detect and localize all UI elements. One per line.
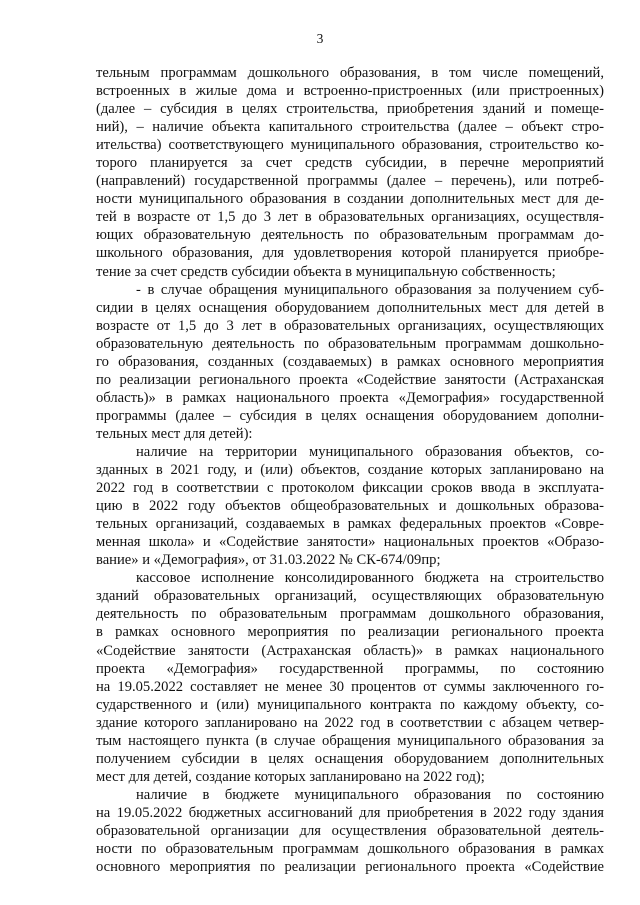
text-line: проекта «Демография» государственной программы, по состоянию bbox=[96, 660, 604, 677]
text-line: образовательной организации для осуществления образовательной деятель- bbox=[96, 822, 604, 839]
text-line: наличие в бюджете муниципального образования по состоянию bbox=[136, 786, 604, 803]
text-line: по реализации регионального проекта «Содействие занятости (Астраханская bbox=[96, 371, 604, 388]
text-line: цию в 2022 году объектов общеобразовательных и дошкольных образова- bbox=[96, 498, 604, 515]
text-line: наличие на территории муниципального образования объектов, со- bbox=[136, 443, 604, 460]
text-line: в рамках основного мероприятия по реализации регионального проекта bbox=[96, 624, 604, 641]
text-line: основного мероприятия по реализации регионального проекта «Содействие bbox=[96, 859, 604, 876]
text-line: получением субсидии в целях оснащения оборудованием дополнительных bbox=[96, 750, 604, 767]
text-line: менная школа» и «Содействие занятости» национальных проектов «Образо- bbox=[96, 534, 604, 551]
text-line: зданных в 2021 году, и (или) объектов, создание которых запланировано на bbox=[96, 462, 604, 479]
text-line: ительства) соответствующего муниципального образования, строительство ко- bbox=[96, 137, 604, 154]
text-line: (направлений) государственной программы (далее – перечень), или потреб- bbox=[96, 173, 604, 190]
text-line: мест для детей, создание которых запланировано на 2022 год); bbox=[96, 768, 485, 785]
text-line: тение за счет средств субсидии объекта в муниципальную собственность; bbox=[96, 263, 556, 280]
text-line: «Содействие занятости (Астраханская область)» в рамках национального bbox=[96, 642, 604, 659]
text-line: тым настоящего пункта (в случае обращения муниципального образования за bbox=[96, 732, 604, 749]
text-line: встроенных в жилые дома и встроенно-пристроенных (или пристроенных) bbox=[96, 83, 604, 100]
text-line: тельным программам дошкольного образования, в том числе помещений, bbox=[96, 65, 604, 81]
text-line: 2022 год в соответствии с протоколом фиксации сроков ввода в эксплуата- bbox=[96, 480, 604, 497]
text-line: область)» в рамках национального проекта «Демография» государственной bbox=[96, 389, 604, 406]
text-line: школьного образования, для удовлетворения которой планируется приобре- bbox=[96, 245, 604, 262]
text-line: вание» и «Демография», от 31.03.2022 № СК-674/09пр; bbox=[96, 552, 441, 569]
page-number: 3 bbox=[316, 31, 324, 46]
text-line: кассовое исполнение консолидированного бюджета на строительство bbox=[136, 570, 604, 587]
text-line: (далее – субсидия в целях строительства, приобретения зданий и помеще- bbox=[96, 101, 604, 118]
text-line: на 19.05.2022 бюджетных ассигнований для приобретения в 2022 году здания bbox=[96, 804, 604, 821]
text-line: го образования, созданных (создаваемых) в рамках основного мероприятия bbox=[96, 353, 604, 370]
text-line: программы (далее – субсидия в целях оснащения оборудованием дополни- bbox=[96, 407, 604, 424]
text-line: зданий образовательных организаций, осуществляющих образовательную bbox=[96, 588, 604, 605]
text-line: - в случае обращения муниципального образования за получением суб- bbox=[136, 281, 604, 298]
text-line: деятельность по образовательным программам дошкольного образования, bbox=[96, 606, 604, 623]
text-line: тельных мест для детей): bbox=[96, 425, 253, 442]
text-line: возрасте от 1,5 до 3 лет в образовательных организациях, осуществляющих bbox=[96, 317, 604, 334]
text-line: торого планируется за счет средств субсидии, в перечне мероприятий bbox=[96, 155, 604, 172]
text-line: ющих образовательную деятельность по образовательным программам до- bbox=[96, 227, 604, 244]
text-line: тей в возрасте от 1,5 до 3 лет в образовательных организациях, осуществля- bbox=[96, 209, 604, 226]
text-line: на 19.05.2022 составляет не менее 30 процентов от суммы заключенного го- bbox=[96, 678, 604, 695]
text-line: сидии в целях оснащения оборудованием дополнительных мест для детей в bbox=[96, 299, 604, 316]
text-line: ний), – наличие объекта капитального строительства (далее – объект стро- bbox=[96, 119, 604, 136]
text-line: ности муниципального образования в создании дополнительных мест для де- bbox=[96, 191, 604, 208]
text-line: тельных организаций, создаваемых в рамках федеральных проектов «Совре- bbox=[96, 516, 604, 533]
text-line: здание которого запланировано на 2022 год в соответствии с абзацем четвер- bbox=[96, 714, 604, 731]
text-line: ности по образовательным программам дошкольного образования в рамках bbox=[96, 841, 604, 858]
document-body-text bbox=[96, 64, 604, 876]
text-line: сударственного и (или) муниципального контракта по каждому объекту, со- bbox=[96, 696, 604, 713]
text-line: образовательную деятельность по образовательным программам дошкольно- bbox=[96, 335, 604, 352]
